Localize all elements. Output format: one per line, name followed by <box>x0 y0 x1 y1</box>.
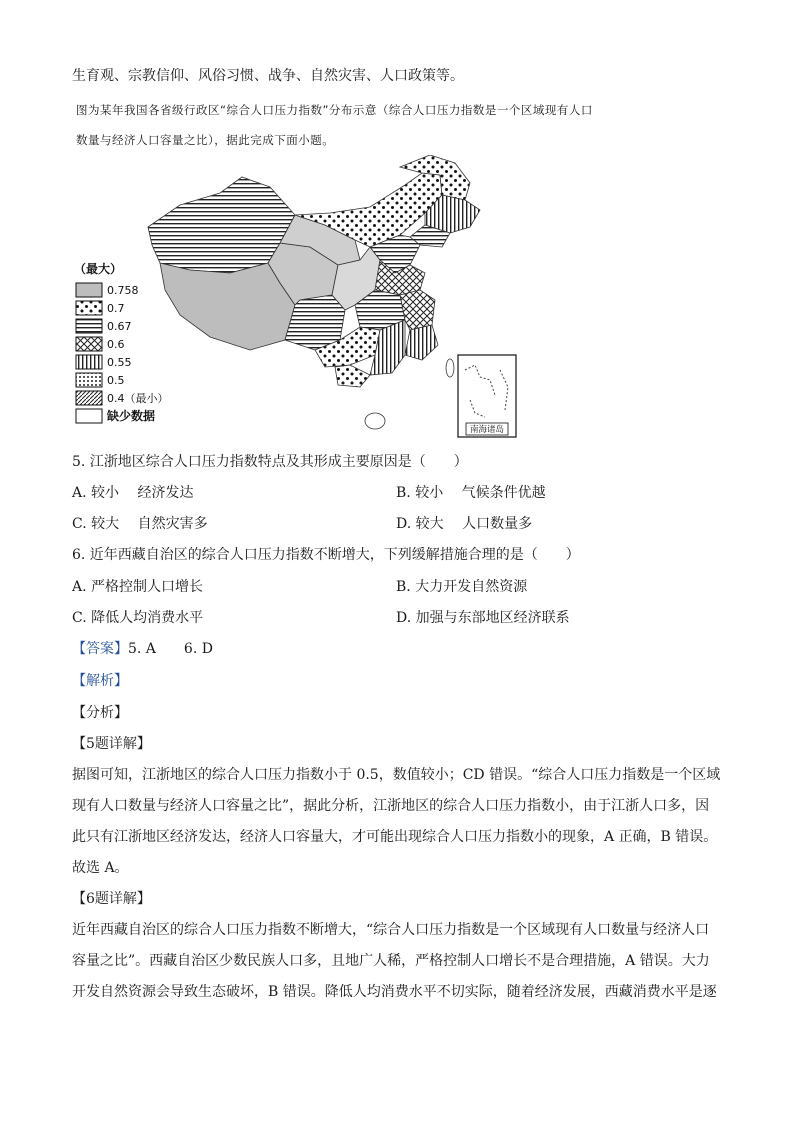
option-key: C. <box>72 610 87 626</box>
q6-option-b[interactable] <box>396 577 527 597</box>
q5-detail-line: 故选 A。 <box>72 860 129 876</box>
region-tibet <box>160 263 295 350</box>
q5-detail-line: 此只有江浙地区经济发达，经济人口容量大，才可能出现综合人口压力指数小的现象，A 正确，B 错误。 <box>72 829 718 845</box>
answer-line <box>72 639 213 659</box>
q6-option-a[interactable] <box>72 577 203 597</box>
q6-detail-line: 开发自然资源会导致生态破坏，B 错误。降低人均消费水平不切实际，随着经济发展，西藏消费水平是逐 <box>72 984 717 1000</box>
legend-label: 0.4（最小） <box>107 392 169 405</box>
q5-option-a[interactable] <box>72 483 193 503</box>
analysis-subheading: 【分析】 <box>72 705 128 721</box>
option-key: A. <box>72 579 87 595</box>
legend-label: 0.5 <box>107 374 125 387</box>
legend-missing-label: 缺少数据 <box>107 409 156 423</box>
option-text: 大力开发自然资源 <box>415 579 528 595</box>
map-legend <box>74 261 169 423</box>
figure-caption-line-2: 数量与经济人口容量之比），据此完成下面小题。 <box>76 133 335 147</box>
q6-detail-line: 近年西藏自治区的综合人口压力指数不断增大，“综合人口压力指数是一个区域现有人口数量与经济人口 <box>72 922 710 938</box>
q6-option-d[interactable] <box>396 608 570 628</box>
analysis-tag: 【解析】 <box>72 673 128 689</box>
legend-label: 0.67 <box>107 320 132 333</box>
option-text: 较大 自然灾害多 <box>91 516 208 532</box>
intro-line: 生育观、宗教信仰、风俗习惯、战争、自然灾害、人口政策等。 <box>72 68 464 84</box>
legend-label: 0.758 <box>107 284 139 297</box>
legend-label: 0.7 <box>107 302 125 315</box>
region-zhejiang-fujian <box>405 325 438 360</box>
option-text: 较大 人口数量多 <box>415 516 533 532</box>
q5-detail-line: 现有人口数量与经济人口容量之比”，据此分析，江浙地区的综合人口压力指数小，由于江浙人口多，因 <box>72 798 710 814</box>
legend-swatch-06 <box>76 337 102 351</box>
region-south-border <box>335 365 370 387</box>
legend-swatch-07 <box>76 301 102 315</box>
option-key: B. <box>396 485 411 501</box>
legend-label: 0.55 <box>107 356 132 369</box>
question-6-stem: 6. 近年西藏自治区的综合人口压力指数不断增大，下列缓解措施合理的是（ ） <box>72 547 580 563</box>
legend-swatch-05 <box>76 373 102 387</box>
option-text: 加强与东部地区经济联系 <box>415 610 570 626</box>
legend-swatch-055 <box>76 355 102 369</box>
option-key: B. <box>396 579 411 595</box>
legend-swatch-04 <box>76 391 102 405</box>
option-key: D. <box>396 516 412 532</box>
legend-swatch-missing <box>76 409 102 423</box>
option-text: 降低人均消费水平 <box>91 610 204 626</box>
legend-title: （最大） <box>74 262 123 276</box>
option-text: 较小 经济发达 <box>91 485 194 501</box>
answer-tag: 【答案】 <box>72 641 128 657</box>
option-key: C. <box>72 516 87 532</box>
region-taiwan <box>446 359 454 377</box>
option-key: A. <box>72 485 87 501</box>
population-pressure-map <box>70 155 530 445</box>
answer-text: 5. A 6. D <box>128 641 213 657</box>
q5-option-b[interactable] <box>396 483 546 503</box>
inset-label: 南海诸岛 <box>469 425 505 435</box>
q6-detail-line: 容量之比”。西藏自治区少数民族人口多，且地广人稀，严格控制人口增长不是合理措施，A 错误。大力 <box>72 953 710 969</box>
option-text: 较小 气候条件优越 <box>415 485 546 501</box>
q5-detail-title: 【5题详解】 <box>72 736 151 752</box>
region-hainan <box>365 413 385 429</box>
question-5-stem: 5. 江浙地区综合人口压力指数特点及其形成主要原因是（ ） <box>72 454 468 470</box>
q6-option-c[interactable] <box>72 608 203 628</box>
legend-swatch-0758 <box>76 283 102 297</box>
south-china-sea-inset <box>458 355 516 437</box>
legend-label: 0.6 <box>107 338 125 351</box>
option-key: D. <box>396 610 412 626</box>
q5-detail-line: 据图可知，江浙地区的综合人口压力指数小于 0.5，数值较小；CD 错误。“综合人口压力指数是一个区域 <box>72 767 721 783</box>
china-provinces <box>148 155 480 429</box>
figure-caption-line-1: 图为某年我国各省级行政区“综合人口压力指数”分布示意（综合人口压力指数是一个区域现有人口 <box>76 103 593 117</box>
q5-option-c[interactable] <box>72 514 208 534</box>
q5-option-d[interactable] <box>396 514 532 534</box>
legend-swatch-067 <box>76 319 102 333</box>
q6-detail-title: 【6题详解】 <box>72 891 151 907</box>
option-text: 严格控制人口增长 <box>91 579 204 595</box>
